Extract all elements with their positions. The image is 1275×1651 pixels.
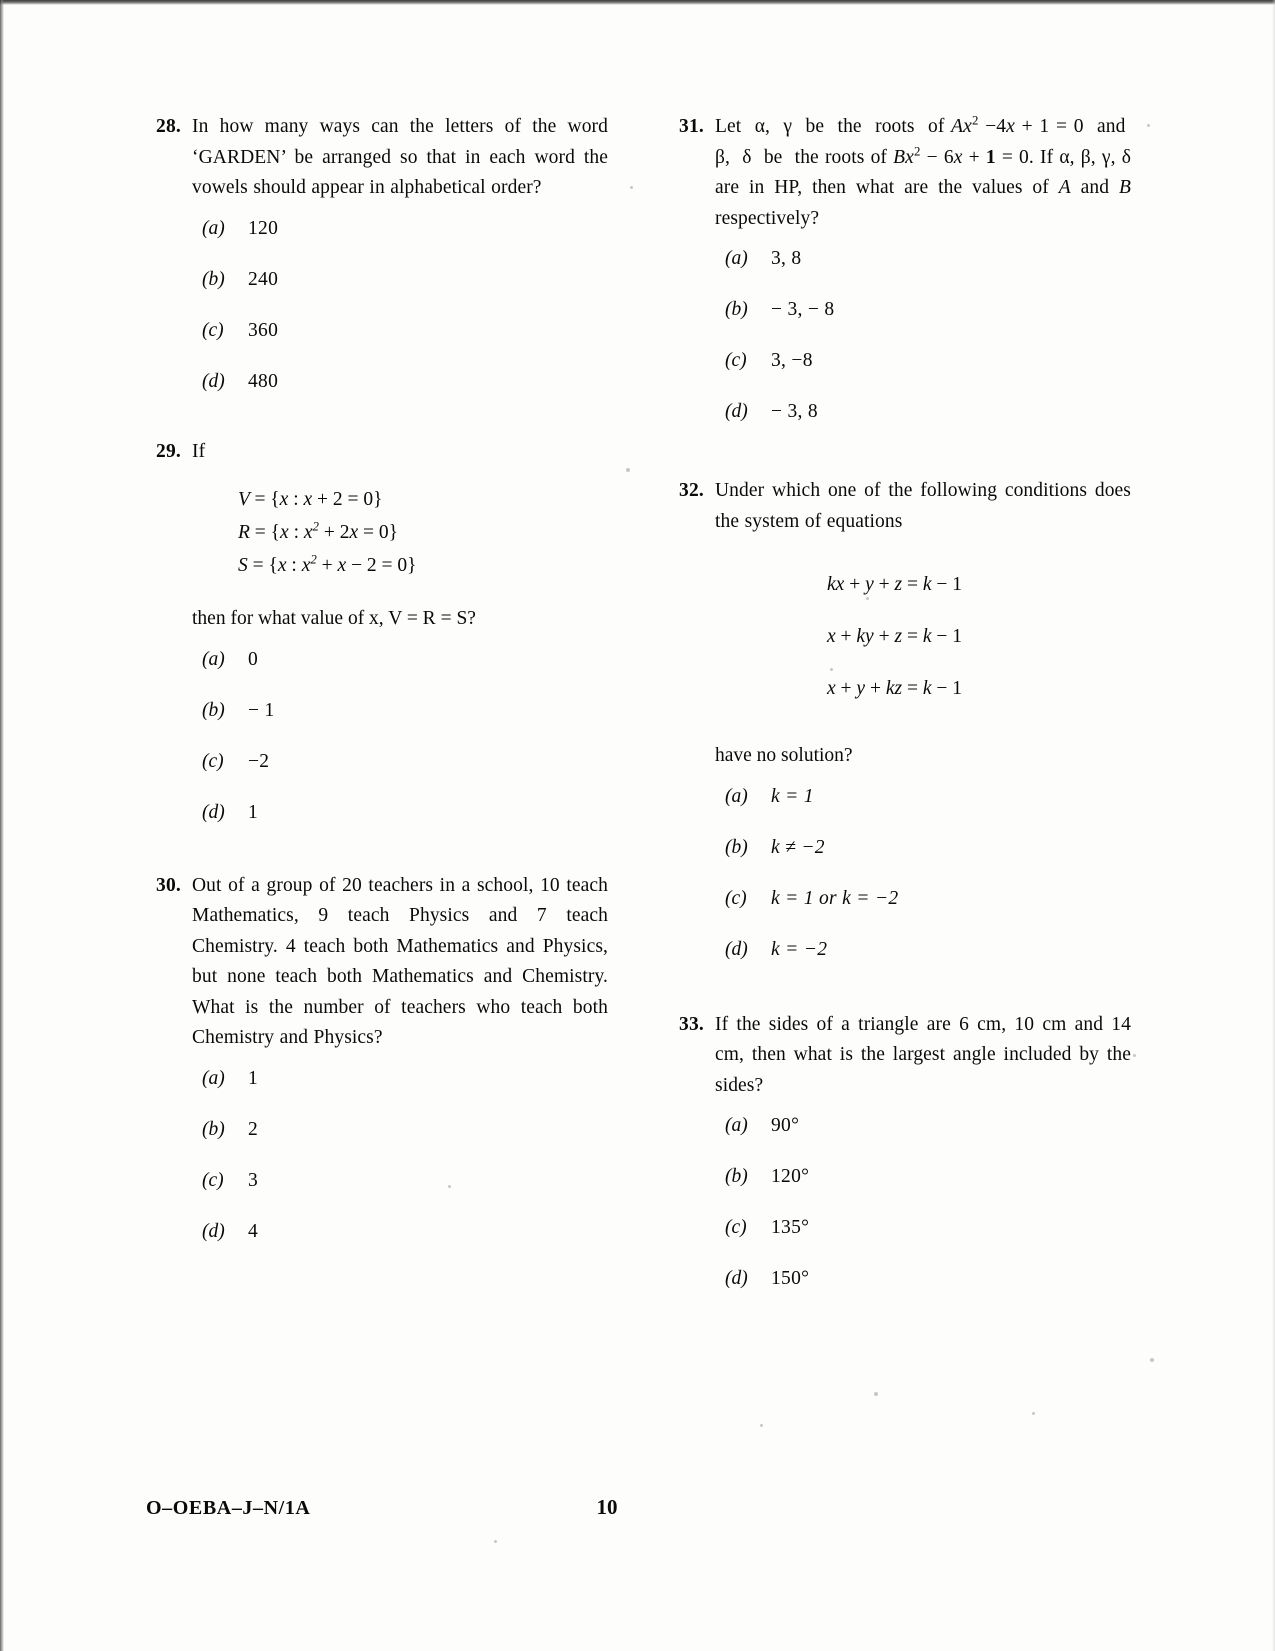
option-c[interactable]	[715, 888, 1131, 939]
options-list	[715, 786, 1131, 990]
scan-edge-left	[0, 0, 4, 1651]
option-label: (a)	[202, 1067, 225, 1089]
option-b[interactable]	[192, 700, 608, 751]
page-number: 10	[596, 1495, 618, 1519]
scan-edge-top	[0, 0, 1275, 5]
option-label: (b)	[725, 299, 748, 320]
math-line-eq1: kx + y + z = k − 1	[827, 574, 962, 595]
option-value: 90°	[771, 1115, 800, 1136]
scan-speck	[1133, 1054, 1136, 1057]
question-28	[146, 112, 608, 422]
option-label: (a)	[202, 648, 225, 670]
option-c[interactable]	[192, 751, 608, 802]
question-30	[146, 871, 608, 1272]
option-label: (c)	[725, 350, 747, 371]
page-footer	[146, 1495, 1129, 1520]
options-list	[192, 1068, 608, 1272]
option-c[interactable]	[715, 1217, 1131, 1268]
option-value: 3, 8	[771, 248, 802, 269]
option-value: 480	[248, 370, 279, 392]
option-value: 240	[248, 268, 279, 290]
option-value: − 3, − 8	[771, 299, 835, 320]
math-line-eq3: x + y + kz = k − 1	[827, 678, 962, 699]
option-value: k = −2	[771, 938, 828, 960]
option-label: (d)	[725, 938, 748, 960]
scan-speck	[494, 1540, 497, 1543]
option-label: (b)	[202, 699, 225, 721]
option-label: (c)	[202, 750, 224, 772]
option-label: (b)	[202, 268, 225, 290]
question-text: In how many ways can the letters of the word ‘GARDEN’ be arranged so that in each word the vowels should appear in alphabetical order?	[192, 116, 608, 198]
question-followup-text: have no solution?	[715, 745, 853, 766]
option-label: (a)	[725, 785, 748, 807]
math-line-s: S = {x : $x^2 + x - 2 = 0$}	[238, 552, 417, 576]
option-label: (d)	[725, 401, 748, 422]
option-value: − 1	[248, 699, 275, 721]
option-b[interactable]	[192, 1119, 608, 1170]
scan-speck	[1147, 124, 1150, 127]
option-c[interactable]	[715, 350, 1131, 401]
option-b[interactable]	[715, 299, 1131, 350]
option-label: (b)	[202, 1118, 225, 1140]
options-list	[715, 248, 1131, 452]
question-number: 28.	[156, 116, 181, 137]
question-text: Let α, γ be the roots of $Ax^2 -4x + 1 = 0$ and β, δ be the roots of $Bx^2 - 6x + 1 = 0$. If α, β, γ, δ are in HP, then what are the values of A and B respectively?	[715, 113, 1131, 229]
math-block-equations	[715, 559, 1131, 715]
option-value: 1	[248, 801, 259, 823]
question-text: If the sides of a triangle are 6 cm, 10 cm and 14 cm, then what is the largest angle included by the sides?	[715, 1013, 1131, 1096]
options-list	[192, 218, 608, 422]
question-number: 32.	[679, 480, 704, 501]
question-columns	[146, 112, 1131, 1319]
option-value: 150°	[771, 1268, 810, 1289]
scan-speck	[1032, 1412, 1035, 1415]
option-value: 2	[248, 1118, 259, 1140]
option-a[interactable]	[192, 649, 608, 700]
option-a[interactable]	[715, 786, 1131, 837]
option-label: (d)	[202, 1220, 225, 1242]
option-label: (d)	[725, 1268, 748, 1289]
question-followup-text: then for what value of x, V = R = S?	[192, 608, 476, 629]
option-value: 120	[248, 217, 279, 239]
math-block-sets	[192, 483, 608, 582]
option-value: −2	[248, 750, 270, 772]
scan-speck	[1150, 1358, 1154, 1362]
question-29	[146, 437, 608, 853]
option-c[interactable]	[192, 320, 608, 371]
option-b[interactable]	[715, 1166, 1131, 1217]
option-label: (c)	[725, 1217, 747, 1238]
option-label: (c)	[202, 1169, 224, 1191]
option-b[interactable]	[192, 269, 608, 320]
option-label: (a)	[725, 248, 748, 269]
option-value: 360	[248, 319, 279, 341]
scan-speck	[760, 1424, 763, 1427]
question-text: Out of a group of 20 teachers in a school, 10 teach Mathematics, 9 teach Physics and 7 teach Chemistry. 4 teach both Mathematics and Physics, but none teach both Mathematics and Chemistry. What is the number of teachers who teach both Chemistry and Physics?	[192, 874, 608, 1048]
question-33	[669, 1010, 1131, 1320]
right-column	[669, 112, 1131, 1319]
option-d[interactable]	[715, 401, 1131, 452]
question-number: 31.	[679, 116, 704, 137]
option-a[interactable]	[192, 218, 608, 269]
option-value: 1	[248, 1067, 259, 1089]
option-label: (a)	[202, 217, 225, 239]
math-line-r: R = {x : $x^2 + 2x = 0$}	[238, 519, 398, 543]
option-label: (c)	[725, 887, 747, 909]
option-value: k = 1 or k = −2	[771, 887, 899, 909]
option-d[interactable]	[192, 802, 608, 853]
option-label: (d)	[202, 801, 225, 823]
option-value: 3, −8	[771, 350, 813, 371]
option-label: (b)	[725, 1166, 748, 1187]
option-d[interactable]	[192, 1221, 608, 1272]
options-list	[715, 1115, 1131, 1319]
option-d[interactable]	[192, 371, 608, 422]
option-value: 4	[248, 1220, 259, 1242]
option-d[interactable]	[715, 939, 1131, 990]
option-d[interactable]	[715, 1268, 1131, 1319]
question-text: Under which one of the following conditions does the system of equations	[715, 480, 1131, 532]
math-line-eq2: x + ky + z = k − 1	[827, 626, 962, 647]
option-label: (a)	[725, 1115, 748, 1136]
left-column	[146, 112, 608, 1319]
option-value: 135°	[771, 1217, 810, 1238]
option-value: 3	[248, 1169, 259, 1191]
option-value: − 3, 8	[771, 401, 818, 422]
question-31	[669, 112, 1131, 452]
option-a[interactable]	[715, 1115, 1131, 1166]
paper-code: O–OEBA–J–N/1A	[146, 1497, 311, 1519]
question-32	[669, 476, 1131, 990]
question-text: If	[192, 440, 206, 462]
option-a[interactable]	[192, 1068, 608, 1119]
option-label: (c)	[202, 319, 224, 341]
option-label: (d)	[202, 370, 225, 392]
option-a[interactable]	[715, 248, 1131, 299]
math-line-v: V = {x : x + 2 = 0}	[238, 489, 383, 510]
option-c[interactable]	[192, 1170, 608, 1221]
scan-speck	[874, 1392, 878, 1396]
question-number: 33.	[679, 1013, 704, 1035]
option-value: 120°	[771, 1166, 810, 1187]
options-list	[192, 649, 608, 853]
question-number: 29.	[156, 440, 181, 462]
option-label: (b)	[725, 836, 748, 858]
option-value: k ≠ −2	[771, 836, 825, 858]
option-b[interactable]	[715, 837, 1131, 888]
option-value: k = 1	[771, 785, 814, 807]
option-value: 0	[248, 648, 259, 670]
question-number: 30.	[156, 874, 181, 896]
